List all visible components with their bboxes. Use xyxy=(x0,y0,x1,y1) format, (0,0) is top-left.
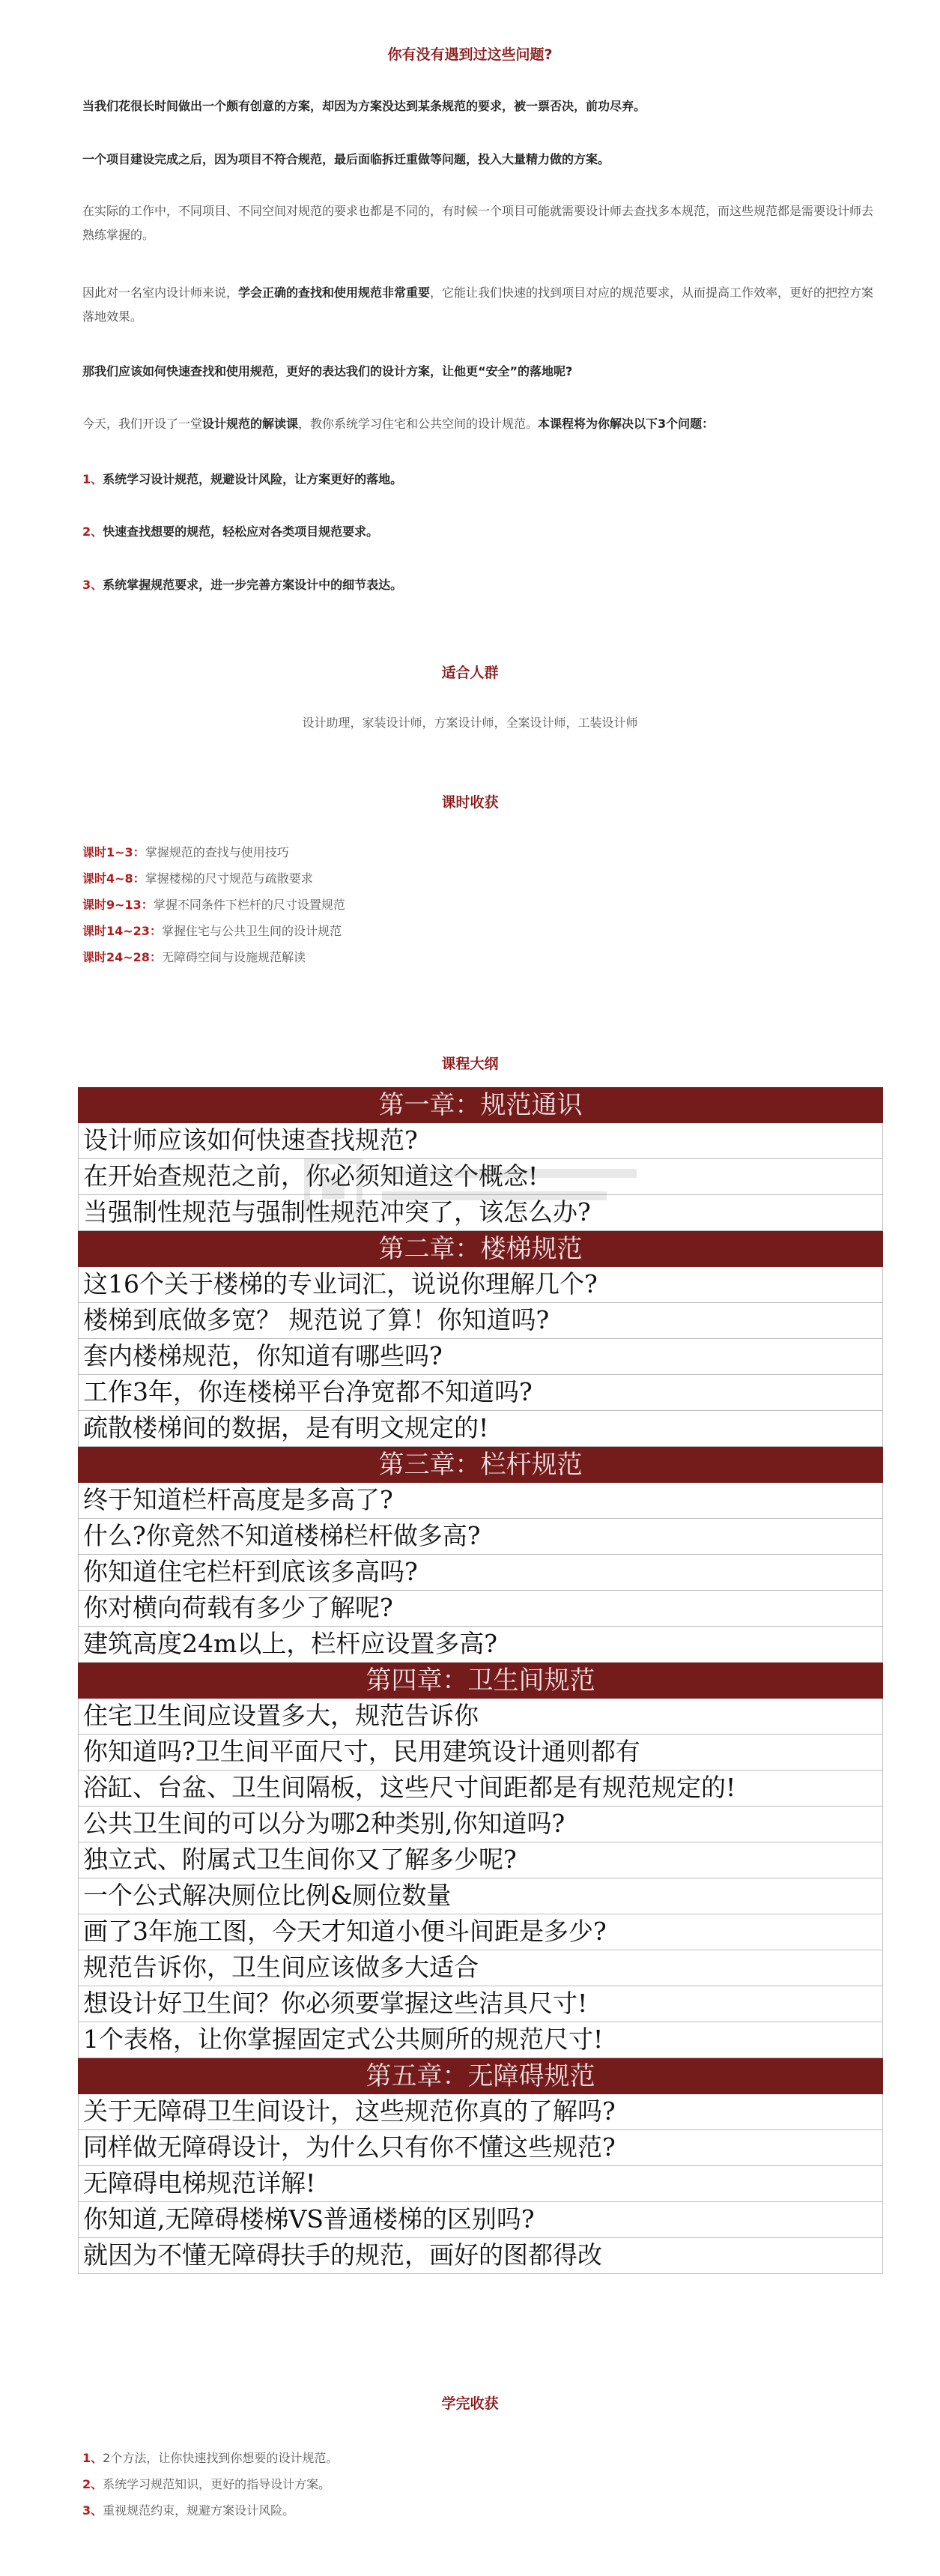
final-gain-text: 系统学习规范知识，更好的指导设计方案。 xyxy=(103,2477,331,2491)
outline-row: 你知道住宅栏杆到底该多高吗? xyxy=(78,1555,883,1591)
p4-part-b: 学会正确的查找和使用规范非常重要 xyxy=(238,285,431,300)
chapter-5-header: 第五章：无障碍规范 xyxy=(78,2058,883,2094)
lesson-text: 掌握楼梯的尺寸规范与疏散要求 xyxy=(145,871,313,886)
p4-part-a: 因此对一名室内设计师来说， xyxy=(82,285,239,300)
outline-row: 画了3年施工图，今天才知道小便斗间距是多少? xyxy=(78,1914,883,1950)
outline-row: 楼梯到底做多宽？ 规范说了算！你知道吗? xyxy=(78,1303,883,1339)
outline-row: 当强制性规范与强制性规范冲突了，该怎么办? xyxy=(78,1195,883,1231)
lesson-gain-item-2 xyxy=(82,871,313,886)
outline-row: 1个表格，让你掌握固定式公共厕所的规范尺寸! xyxy=(78,2022,883,2058)
chapter-2-header: 第二章：楼梯规范 xyxy=(78,1231,883,1267)
final-gain-item-1 xyxy=(82,2449,338,2466)
outline-row: 你对横向荷载有多少了解呢? xyxy=(78,1591,883,1627)
outline-row: 终于知道栏杆高度是多高了? xyxy=(78,1483,883,1519)
outline-row: 独立式、附属式卫生间你又了解多少呢? xyxy=(78,1842,883,1878)
audience-text: 设计助理，家装设计师，方案设计师，全案设计师，工装设计师 xyxy=(302,716,638,730)
final-gain-text: 2个方法，让你快速找到你想要的设计规范。 xyxy=(103,2451,339,2465)
final-gain-title: 学完收获 xyxy=(441,2395,499,2412)
point-2-text: 快速查找想要的规范，轻松应对各类项目规范要求。 xyxy=(103,524,379,539)
outline-row: 公共卫生间的可以分为哪2种类别,你知道吗? xyxy=(78,1806,883,1842)
lesson-gain-title: 课时收获 xyxy=(441,794,499,811)
final-gain-item-2 xyxy=(82,2475,330,2492)
lesson-key: 课时24~28： xyxy=(82,950,162,964)
lesson-text: 掌握不同条件下栏杆的尺寸设置规范 xyxy=(153,898,345,912)
watermark-logo xyxy=(300,1139,659,1244)
outline-row: 你知道,无障碍楼梯VS普通楼梯的区别吗? xyxy=(78,2202,883,2238)
p6-part-a: 今天，我们开设了一堂 xyxy=(82,417,203,431)
outline-row: 浴缸、台盆、卫生间隔板，这些尺寸间距都是有规范规定的! xyxy=(78,1771,883,1806)
intro-paragraph-4 xyxy=(82,281,876,329)
lesson-key: 课时4~8： xyxy=(82,871,145,886)
outline-row: 规范告诉你，卫生间应该做多大适合 xyxy=(78,1950,883,1986)
outline-table xyxy=(78,1087,883,2274)
p6-part-c: ，教你系统学习住宅和公共空间的设计规范。 xyxy=(298,417,539,431)
outline-row: 同样做无障碍设计，为什么只有你不懂这些规范? xyxy=(78,2130,883,2166)
intro-paragraph-2: 一个项目建设完成之后，因为项目不符合规范，最后面临拆迁重做等问题，投入大量精力做的方案。 xyxy=(82,152,610,166)
point-1 xyxy=(82,468,876,492)
lesson-gain-item-3 xyxy=(82,898,345,913)
outline-row: 这16个关于楼梯的专业词汇，说说你理解几个? xyxy=(78,1267,883,1303)
final-gain-key: 3、 xyxy=(82,2503,103,2518)
lesson-gain-item-5 xyxy=(82,950,306,965)
intro-paragraph-6 xyxy=(82,412,876,436)
outline-row: 套内楼梯规范，你知道有哪些吗? xyxy=(78,1339,883,1375)
outline-row: 一个公式解决厕位比例&厕位数量 xyxy=(78,1878,883,1914)
final-gain-item-3 xyxy=(82,2501,294,2518)
lesson-text: 掌握规范的查找与使用技巧 xyxy=(145,845,289,859)
lesson-text: 掌握住宅与公共卫生间的设计规范 xyxy=(161,924,342,938)
outline-row: 疏散楼梯间的数据，是有明文规定的! xyxy=(78,1411,883,1447)
outline-row: 什么?你竟然不知道楼梯栏杆做多高? xyxy=(78,1519,883,1555)
point-3-text: 系统掌握规范要求，进一步完善方案设计中的细节表达。 xyxy=(103,578,403,592)
outline-row: 建筑高度24m以上，栏杆应设置多高? xyxy=(78,1627,883,1663)
p4-part-c: ，它能让我们快速的找到项目对应的规范要求，从而提高工作效率，更好的把控方案落地效果。 xyxy=(82,285,874,324)
chapter-1-header: 第一章：规范通识 xyxy=(78,1087,883,1123)
intro-paragraph-5: 那我们应该如何快速查找和使用规范，更好的表达我们的设计方案，让他更“安全”的落地呢? xyxy=(82,364,573,378)
final-gain-key: 2、 xyxy=(82,2477,103,2491)
point-2 xyxy=(82,520,876,544)
point-3-num: 3、 xyxy=(82,578,103,592)
lesson-text: 无障碍空间与设施规范解读 xyxy=(161,950,306,964)
outline-row: 无障碍电梯规范详解! xyxy=(78,2166,883,2202)
outline-row: 在开始查规范之前，你必须知道这个概念! xyxy=(78,1159,883,1195)
outline-row: 关于无障碍卫生间设计，这些规范你真的了解吗? xyxy=(78,2094,883,2130)
p6-part-d: 本课程将为你解决以下3个问题： xyxy=(538,417,715,431)
intro-paragraph-1: 当我们花很长时间做出一个颇有创意的方案，却因为方案没达到某条规范的要求，被一票否决，前功尽弃。 xyxy=(82,99,646,113)
lesson-key: 课时1~3： xyxy=(82,845,145,859)
final-gain-key: 1、 xyxy=(82,2451,103,2465)
point-3 xyxy=(82,573,876,597)
intro-title: 你有没有遇到过这些问题? xyxy=(387,46,553,63)
point-1-text: 系统学习设计规范，规避设计风险，让方案更好的落地。 xyxy=(103,472,403,486)
chapter-3-header: 第三章：栏杆规范 xyxy=(78,1447,883,1483)
lesson-gain-item-1 xyxy=(82,845,289,860)
point-1-num: 1、 xyxy=(82,472,103,486)
final-gain-text: 重视规范约束，规避方案设计风险。 xyxy=(103,2503,295,2518)
point-2-num: 2、 xyxy=(82,524,103,539)
outline-row: 工作3年，你连楼梯平台净宽都不知道吗? xyxy=(78,1375,883,1411)
outline-row: 你知道吗?卫生间平面尺寸，民用建筑设计通则都有 xyxy=(78,1735,883,1771)
chapter-4-header: 第四章：卫生间规范 xyxy=(78,1663,883,1699)
lesson-gain-item-4 xyxy=(82,924,342,939)
outline-title: 课程大纲 xyxy=(441,1056,499,1072)
outline-row: 想设计好卫生间？你必须要掌握这些洁具尺寸! xyxy=(78,1986,883,2022)
lesson-key: 课时9~13： xyxy=(82,898,154,912)
outline-row: 住宅卫生间应设置多大，规范告诉你 xyxy=(78,1699,883,1735)
intro-paragraph-3: 在实际的工作中，不同项目、不同空间对规范的要求也都是不同的，有时候一个项目可能就需要设计师去查找多本规范，而这些规范都是需要设计师去熟练掌握的。 xyxy=(82,204,874,242)
lesson-key: 课时14~23： xyxy=(82,924,162,938)
audience-title: 适合人群 xyxy=(441,665,499,681)
p6-part-b: 设计规范的解读课 xyxy=(202,417,299,431)
outline-row: 就因为不懂无障碍扶手的规范，画好的图都得改 xyxy=(78,2238,883,2274)
outline-row: 设计师应该如何快速查找规范? xyxy=(78,1123,883,1159)
